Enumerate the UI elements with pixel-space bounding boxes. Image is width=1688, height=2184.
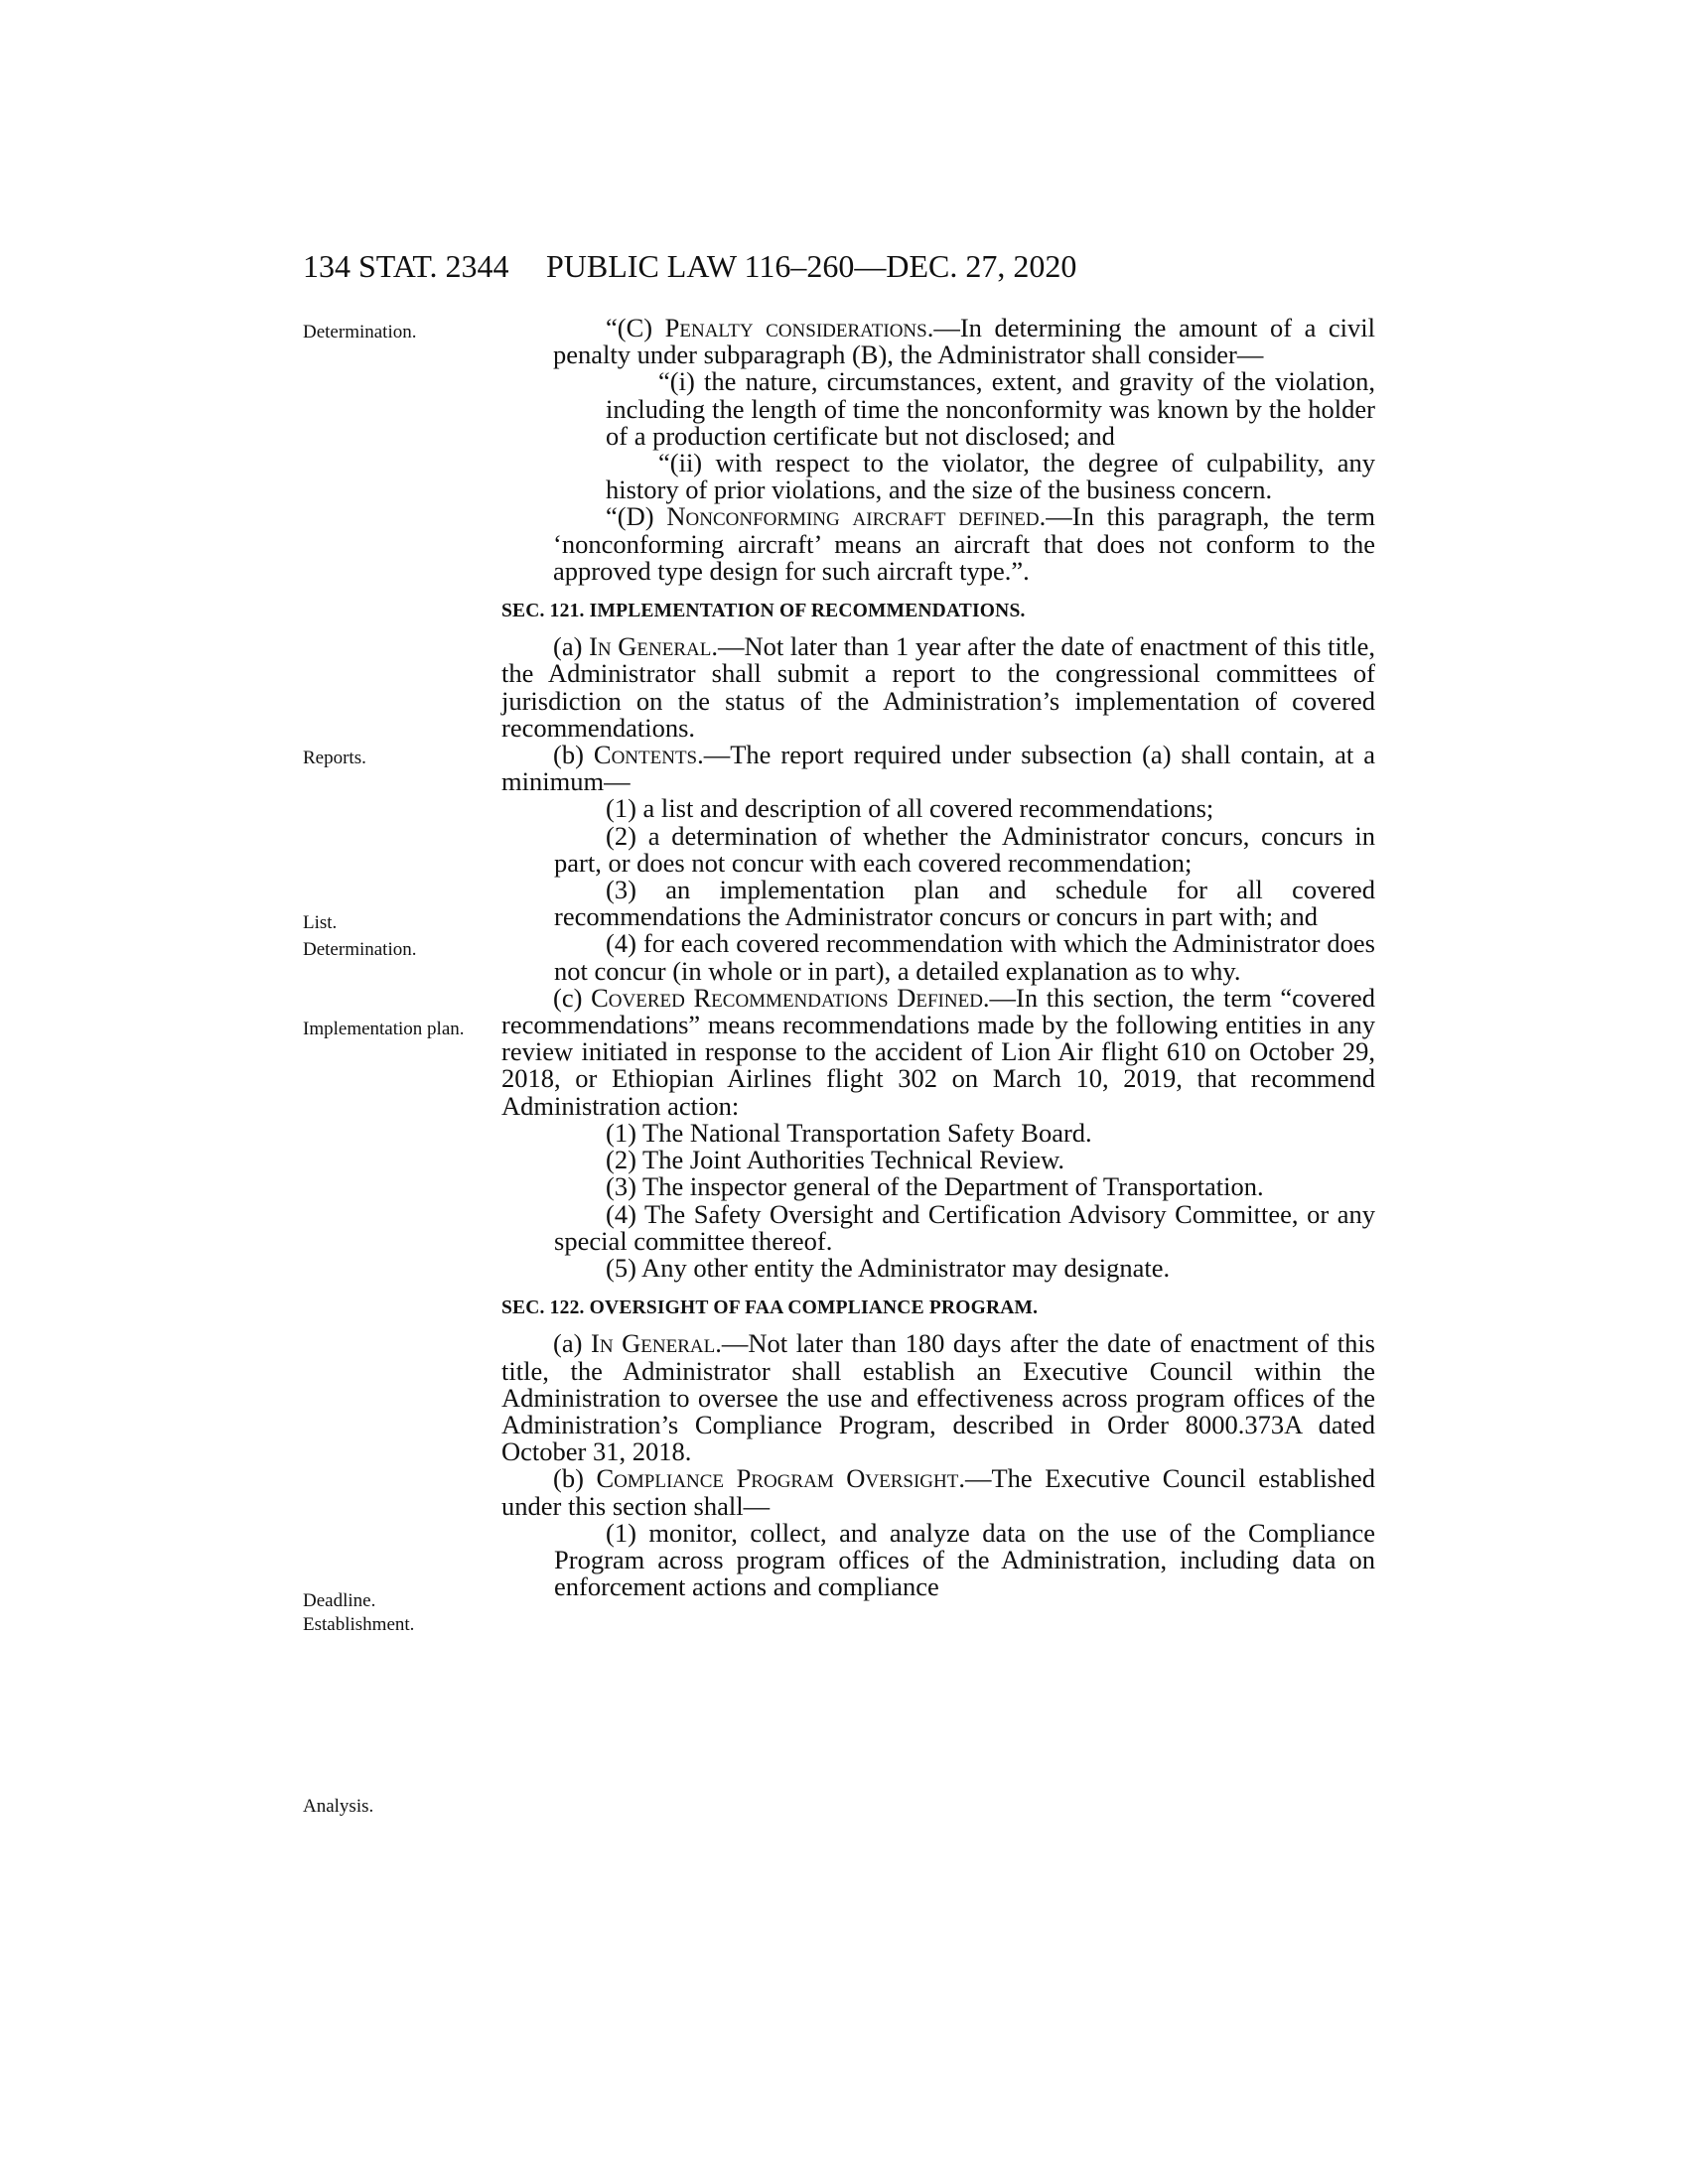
section-121-heading: SEC. 121. IMPLEMENTATION OF RECOMMENDATIONS. — [501, 601, 1026, 622]
list-item: (2) a determination of whether the Administrator concurs, concurs in part, or does not concur with each covered recommendation; — [554, 820, 1375, 878]
list-item: (1) a list and description of all covered recommendations; — [606, 793, 1214, 824]
section-122-heading: SEC. 122. OVERSIGHT OF FAA COMPLIANCE PROGRAM. — [501, 1297, 1039, 1319]
statute-body — [501, 315, 1375, 1600]
list-item: (2) The Joint Authorities Technical Review. — [606, 1145, 1065, 1175]
list-item: (4) The Safety Oversight and Certification Advisory Committee, or any special committee thereof. — [554, 1198, 1375, 1256]
paragraph-c-penalty-considerations: “(C) Penalty considerations.—In determining the amount of a civil penalty under subparagraph (B), the Administrator shall consider— — [553, 313, 1376, 370]
list-item: (3) an implementation plan and schedule for all covered recommendations the Administrator concurs or concurs in part with; and — [554, 875, 1375, 932]
sec121-subsection-c: (c) Covered Recommendations Defined.—In this section, the term “covered recommendations” means recommendations made by the following entities in any review initiated in response to the accident of Lion Air flight 610 on October 29, 2018, or Ethiopian Airlines flight 302 on March 10, 2019, that recommend Administration action: — [501, 982, 1376, 1121]
sec122-subsection-a: (a) In General.—Not later than 180 days after the date of enactment of this title, the Administrator shall establish an Executive Council within the Administration to oversee the use and effectiveness across program offices of the Administration’s Compliance Program, described in Order 8000.373A dated October 31, 2018. — [501, 1328, 1375, 1467]
clause-i: “(i) the nature, circumstances, extent, and gravity of the violation, including the length of time the nonconformity was known by the holder of a production certificate but not disclosed; and — [606, 366, 1375, 451]
list-item: (1) monitor, collect, and analyze data on the use of the Compliance Program across program offices of the Administration, including data on enforcement actions and compliance — [554, 1517, 1375, 1602]
list-item: (1) The National Transportation Safety Board. — [606, 1117, 1092, 1148]
margin-note-deadline: Deadline. — [303, 1590, 376, 1611]
margin-note-determination: Determination. — [303, 322, 417, 342]
list-item: (5) Any other entity the Administrator may designate. — [606, 1252, 1171, 1283]
margin-note-determination: Determination. — [303, 939, 417, 960]
sec121-subsection-b: (b) Contents.—The report required under subsection (a) shall contain, at a minimum— — [501, 740, 1375, 797]
stat-page-number: 134 STAT. 2344 — [303, 248, 509, 284]
clause-ii: “(ii) with respect to the violator, the degree of culpability, any history of prior violations, and the size of the business concern. — [606, 448, 1375, 505]
margin-note-analysis: Analysis. — [303, 1796, 374, 1817]
sec121-subsection-a: (a) In General.—Not later than 1 year after the date of enactment of this title, the Administrator shall submit a report to the congressional committees of jurisdiction on the status of the Administration’s implementation of covered recommendations. — [501, 631, 1375, 743]
margin-note-implementation-plan: Implementation plan. — [303, 1019, 465, 1039]
list-item: (3) The inspector general of the Department of Transportation. — [606, 1171, 1264, 1202]
list-item: (4) for each covered recommendation with which the Administrator does not concur (in whole or in part), a detailed explanation as to why. — [554, 928, 1375, 986]
margin-note-reports: Reports. — [303, 748, 366, 768]
margin-note-establishment: Establishment. — [303, 1614, 415, 1635]
running-head-title: PUBLIC LAW 116–260—DEC. 27, 2020 — [546, 248, 1077, 284]
paragraph-d-nonconforming-aircraft: “(D) Nonconforming aircraft defined.—In this paragraph, the term ‘nonconforming aircraft’ means an aircraft that does not conform to the approved type design for such aircraft type.”. — [553, 501, 1375, 586]
sec122-subsection-b: (b) Compliance Program Oversight.—The Executive Council established under this section shall— — [501, 1463, 1376, 1521]
margin-note-list: List. — [303, 912, 338, 933]
